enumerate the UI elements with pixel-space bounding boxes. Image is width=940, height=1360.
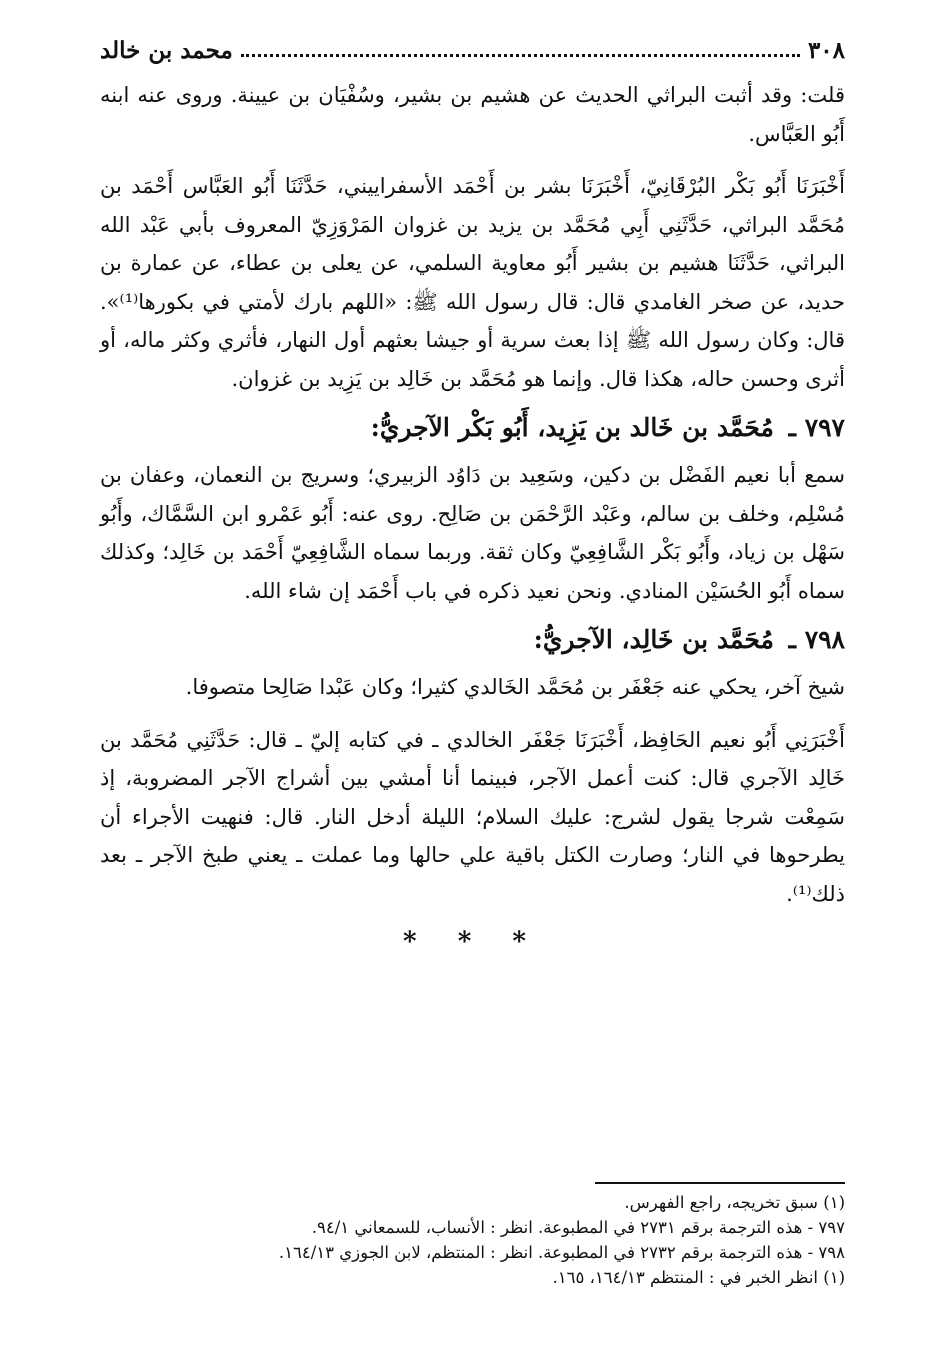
entry-title: مُحَمَّد بن خَالِد، الآجريُّ: (533, 625, 774, 654)
paragraph-isnad: أَخْبَرَنَا أَبُو بَكْر البُرْقَانِيّ، أَخْبَرَنَا بشر بن أَحْمَد الأسفراييني، حَدَّثَنَا أَبُو العَبَّاس أَحْمَد بن مُحَمَّد البراثي، حَدَّثَنِي أَبِي مُحَمَّد بن يزيد بن غزوان المَرْوَزِيّ المعروف بأبي عَبْد الله البراثي، حَدَّثَنَا هشيم بن بشير أَبُو معاوية السلمي، عن يعلى بن عطاء، عن عمارة بن حديد، عن صخر الغامدي قال: قال رسول الله ﷺ: «اللهم بارك لأمتي في بكورها⁽¹⁾». قال: وكان رسول الله ﷺ إذا بعث سرية أو جيشا بعثهم أول النهار، فأثري وكثر ماله، أو أثرى وحسن حاله، هكذا قال. وإنما هو مُحَمَّد بن خَالِد بن يَزِيد بن غزوان. (100, 174, 845, 391)
entry-title: مُحَمَّد بن خَالد بن يَزِيد، أَبُو بَكْر الآجريُّ: (370, 413, 774, 442)
entry-heading-798 (100, 620, 845, 660)
entry-number: ٧٩٧ ـ (788, 413, 845, 442)
section-separator: * * * (403, 927, 542, 957)
entry-heading-797 (100, 408, 845, 448)
footnote: ٧٩٧ - هذه الترجمة برقم ٢٧٣١ في المطبوعة. انظر : الأنساب، للسمعاني ٩٤/١. (311, 1218, 845, 1237)
running-title: محمد بن خالد (100, 37, 233, 64)
page-number: ٣٠٨ (807, 37, 845, 64)
footnote: (١) انظر الخبر في : المنتظم ١٦٤/١٣، ١٦٥. (552, 1268, 845, 1287)
paragraph-biography: سمع أبا نعيم الفَضْل بن دكين، وسَعِيد بن دَاوُد الزبيري؛ وسريج بن النعمان، وعفان بن مُسْلِم، وخلف بن سالم، وعَبْد الرَّحْمَن بن صَالِح. روى عنه: أَبُو عَمْرو ابن السَّمَّاك، وأَبُو سَهْل بن زياد، وأَبُو بَكْر الشَّافِعِيّ وكان ثقة. وربما سماه الشَّافِعِيّ أَحْمَد بن خَالِد؛ وكذلك سماه أَبُو الحُسَيْن المنادي. ونحن نعيد ذكره في باب أَحْمَد إن شاء الله. (100, 463, 845, 603)
entry-number: ٧٩٨ ـ (788, 625, 845, 654)
footnote-rule (595, 1182, 845, 1184)
page-header (100, 30, 845, 64)
footnote: ٧٩٨ - هذه الترجمة برقم ٢٧٣٢ في المطبوعة. انظر : المنتظم، لابن الجوزي ١٦٤/١٣. (278, 1243, 845, 1262)
footnote: (١) سبق تخريجه، راجع الفهرس. (624, 1193, 845, 1212)
page-body (100, 76, 845, 957)
paragraph-narration: أَخْبَرَنِي أَبُو نعيم الحَافِظ، أَخْبَرَنَا جَعْفَر الخالدي ـ في كتابه إليّ ـ قال: حَدَّثَنِي مُحَمَّد بن خَالِد الآجري قال: كنت أعمل الآجر، فبينما أنا أمشي بين أشراج الآجر المضروبة، إذ سَمِعْت شرجا يقول لشرج: عليك السلام؛ الليلة أدخل النار. قال: فنهيت الأجراء أن يطرحوها في النار؛ وصارت الكتل باقية علي حالها وما عملت ـ يعني طبخ الآجر ـ بعد ذلك⁽¹⁾. (100, 727, 845, 906)
header-leader-dots (241, 54, 800, 57)
paragraph-note: قلت: وقد أثبت البراثي الحديث عن هشيم بن بشير، وسُفْيَان بن عيينة. وروى عنه ابنه أَبُو العَبَّاس. (100, 83, 845, 146)
footnotes (100, 1190, 845, 1290)
paragraph-biography: شيخ آخر، يحكي عنه جَعْفَر بن مُحَمَّد الخَالدي كثيرا؛ وكان عَبْدا صَالِحا متصوفا. (185, 675, 845, 699)
